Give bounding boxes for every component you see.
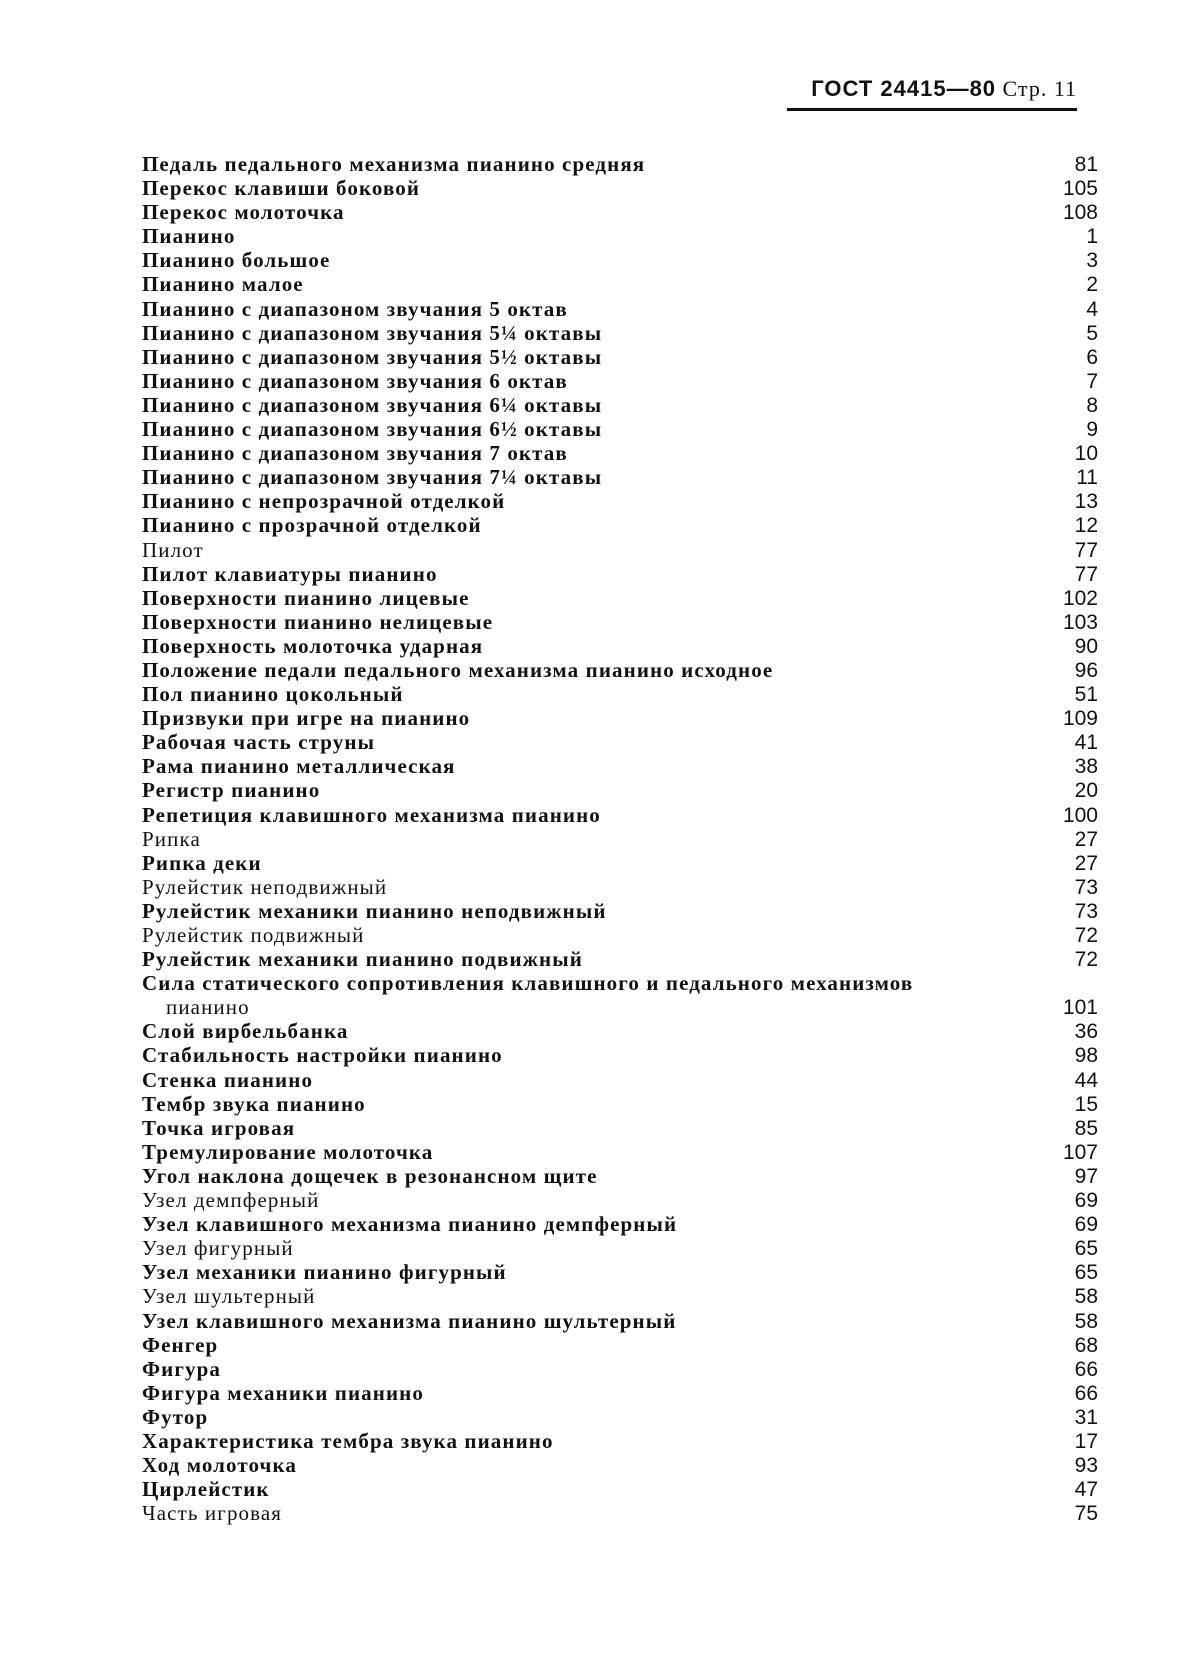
index-entry [142, 1043, 1098, 1067]
entry-number: 51 [1074, 683, 1098, 707]
entry-term: Рулейстик механики пианино неподвижный [142, 898, 607, 923]
entry-term: Тремулирование молоточка [142, 1139, 434, 1164]
entry-number: 13 [1074, 490, 1098, 514]
page-number: Стр. 11 [1002, 76, 1077, 101]
index-entry [142, 1477, 1098, 1501]
entry-term: Фигура механики пианино [142, 1380, 424, 1405]
entry-number: 68 [1074, 1333, 1098, 1357]
entry-term: Узел механики пианино фигурный [142, 1260, 507, 1285]
entry-number: 5 [1086, 321, 1098, 345]
entry-term: Пианино с диапазоном звучания 6¼ октавы [142, 392, 603, 417]
index-entry [142, 1453, 1098, 1477]
entry-number: 75 [1074, 1502, 1098, 1526]
index-entry [142, 224, 1098, 248]
entry-number: 72 [1074, 924, 1098, 947]
index-entry [142, 538, 1098, 562]
entry-number: 8 [1086, 393, 1098, 417]
entry-number: 98 [1074, 1044, 1098, 1068]
entry-number: 90 [1074, 634, 1098, 658]
entry-term: Поверхность молоточка ударная [142, 633, 484, 658]
entry-term: Рулейстик неподвижный [142, 874, 388, 899]
entry-term: Рипка [142, 826, 201, 851]
entry-number: 27 [1074, 851, 1098, 875]
index-entry [142, 200, 1098, 224]
index-entry [142, 489, 1098, 513]
entry-term: Пианино с диапазоном звучания 7 октав [142, 441, 568, 466]
entry-term: Рулейстик механики пианино подвижный [142, 947, 583, 972]
entry-number: 69 [1074, 1213, 1098, 1237]
entry-term: Рабочая часть струны [142, 730, 376, 755]
entry-number: 65 [1074, 1261, 1098, 1285]
entry-term: Педаль педального механизма пианино средняя [142, 152, 646, 176]
entry-number: 36 [1074, 1020, 1098, 1044]
index-entry [142, 1405, 1098, 1429]
entry-term: Пилот клавиатуры пианино [142, 561, 438, 586]
index-entry-continuation [142, 995, 1098, 1019]
index-entry [142, 586, 1098, 610]
index-entry [142, 1333, 1098, 1357]
entry-number: 85 [1074, 1116, 1098, 1140]
entry-term: Футор [142, 1404, 209, 1429]
entry-number: 66 [1074, 1357, 1098, 1381]
entry-term: Поверхности пианино лицевые [142, 585, 470, 610]
entry-term: Рулейстик подвижный [142, 923, 365, 947]
entry-number: 11 [1076, 466, 1098, 490]
entry-number: 27 [1074, 827, 1098, 851]
index-entry [142, 1116, 1098, 1140]
entry-term: Положение педали педального механизма пианино исходное [142, 657, 774, 682]
entry-term: Рама пианино металлическая [142, 754, 456, 779]
entry-term: Узел клавишного механизма пианино демпферный [142, 1212, 678, 1237]
entry-number: 73 [1074, 899, 1098, 923]
entry-number: 73 [1074, 875, 1098, 899]
entry-term: Пианино с непрозрачной отделкой [142, 489, 506, 514]
index-entry [142, 321, 1098, 345]
entry-term: Пианино с диапазоном звучания 6½ октавы [142, 417, 603, 442]
entry-term: Узел шультерный [142, 1284, 316, 1309]
entry-term: Репетиция клавишного механизма пианино [142, 802, 601, 827]
entry-term: Пианино с диапазоном звучания 5 октав [142, 296, 568, 321]
entry-term: Сила статического сопротивления клавишного и педального механизмов [142, 971, 914, 996]
index-entry [142, 1164, 1098, 1188]
index-entry [142, 730, 1098, 754]
entry-number: 3 [1086, 249, 1098, 273]
entry-term: Перекос молоточка [142, 200, 345, 225]
term-index [142, 152, 1098, 1525]
entry-term: Узел клавишного механизма пианино шультерный [142, 1308, 677, 1333]
entry-number: 7 [1086, 369, 1098, 393]
index-entry [142, 465, 1098, 489]
entry-number: 101 [1062, 996, 1098, 1020]
index-entry [142, 778, 1098, 802]
index-entry [142, 706, 1098, 730]
entry-term: Пилот [142, 537, 204, 562]
index-entry [142, 875, 1098, 899]
entry-number: 109 [1062, 707, 1098, 731]
entry-term: Пианино [142, 224, 236, 249]
index-entry [142, 369, 1098, 393]
index-entry [142, 971, 1098, 995]
index-entry [142, 1284, 1098, 1308]
entry-term: Пианино с диапазоном звучания 5½ октавы [142, 344, 603, 369]
index-entry [142, 248, 1098, 272]
index-entry [142, 441, 1098, 465]
index-entry [142, 899, 1098, 923]
entry-term: Фигура [142, 1356, 221, 1381]
entry-number: 6 [1086, 345, 1098, 369]
index-entry [142, 1501, 1098, 1525]
index-entry [142, 513, 1098, 537]
entry-number: 58 [1074, 1309, 1098, 1333]
entry-term: Стабильность настройки пианино [142, 1043, 503, 1068]
index-entry [142, 682, 1098, 706]
entry-number: 72 [1074, 948, 1098, 972]
entry-number: 105 [1062, 177, 1098, 201]
entry-number: 1 [1086, 225, 1098, 249]
entry-number: 9 [1086, 418, 1098, 442]
entry-number: 38 [1074, 755, 1098, 779]
entry-term: Фенгер [142, 1332, 219, 1357]
entry-number: 47 [1074, 1478, 1098, 1502]
entry-number: 108 [1062, 201, 1098, 225]
index-entry [142, 1260, 1098, 1284]
entry-number: 15 [1074, 1092, 1098, 1116]
index-entry [142, 1140, 1098, 1164]
entry-term: Пианино с диапазоном звучания 7¼ октавы [142, 465, 603, 490]
entry-term: Пианино малое [142, 272, 304, 297]
entry-number: 41 [1074, 731, 1098, 755]
entry-number: 96 [1074, 658, 1098, 682]
index-entry [142, 345, 1098, 369]
entry-number: 66 [1074, 1381, 1098, 1405]
entry-number: 97 [1074, 1164, 1098, 1188]
entry-term: Точка игровая [142, 1115, 296, 1140]
entry-term: Пианино с диапазоном звучания 5¼ октавы [142, 320, 603, 345]
index-entry [142, 1236, 1098, 1260]
entry-number: 81 [1074, 153, 1098, 176]
page-header [787, 76, 1077, 111]
standard-number: ГОСТ 24415—80 [811, 76, 997, 101]
index-entry [142, 417, 1098, 441]
entry-term: Тембр звука пианино [142, 1091, 366, 1116]
entry-term: Часть игровая [142, 1501, 283, 1526]
index-entry [142, 1381, 1098, 1405]
entry-number: 107 [1062, 1140, 1098, 1164]
entry-number: 12 [1074, 514, 1098, 538]
entry-number: 65 [1074, 1237, 1098, 1261]
entry-term: Пол пианино цокольный [142, 682, 404, 707]
index-entry [142, 803, 1098, 827]
index-entry [142, 1309, 1098, 1333]
entry-term: Узел демпферный [142, 1188, 320, 1213]
index-entry [142, 1068, 1098, 1092]
entry-term: Пианино большое [142, 248, 331, 273]
index-entry [142, 1429, 1098, 1453]
entry-term: пианино [166, 995, 250, 1020]
entry-number: 58 [1074, 1285, 1098, 1309]
entry-number: 77 [1074, 562, 1098, 586]
entry-number: 31 [1074, 1405, 1098, 1429]
entry-number: 10 [1074, 442, 1098, 466]
entry-term: Ход молоточка [142, 1453, 297, 1478]
index-entry [142, 1188, 1098, 1212]
index-entry [142, 851, 1098, 875]
index-entry [142, 562, 1098, 586]
entry-term: Регистр пианино [142, 778, 321, 803]
entry-term: Цирлейстик [142, 1477, 270, 1502]
entry-term: Угол наклона дощечек в резонансном щите [142, 1163, 598, 1188]
entry-number: 17 [1074, 1429, 1098, 1453]
index-entry [142, 610, 1098, 634]
entry-term: Слой вирбельбанка [142, 1019, 349, 1044]
index-entry [142, 1019, 1098, 1043]
index-entry [142, 393, 1098, 417]
index-entry [142, 272, 1098, 296]
entry-number: 44 [1074, 1068, 1098, 1092]
index-entry [142, 947, 1098, 971]
index-entry [142, 658, 1098, 682]
index-entry [142, 1212, 1098, 1236]
index-entry [142, 1357, 1098, 1381]
entry-term: Пианино с диапазоном звучания 6 октав [142, 368, 568, 393]
entry-term: Узел фигурный [142, 1236, 294, 1261]
entry-term: Призвуки при игре на пианино [142, 706, 471, 731]
index-entry [142, 1092, 1098, 1116]
entry-term: Поверхности пианино нелицевые [142, 609, 494, 634]
entry-number: 93 [1074, 1454, 1098, 1478]
entry-number: 102 [1062, 586, 1098, 610]
entry-number: 77 [1074, 538, 1098, 562]
entry-number: 100 [1062, 803, 1098, 827]
entry-term: Пианино с прозрачной отделкой [142, 513, 482, 538]
index-entry [142, 297, 1098, 321]
index-entry [142, 634, 1098, 658]
index-entry [142, 152, 1098, 176]
entry-number: 20 [1074, 779, 1098, 803]
index-entry [142, 827, 1098, 851]
entry-number: 4 [1086, 297, 1098, 321]
index-entry [142, 176, 1098, 200]
entry-term: Стенка пианино [142, 1067, 314, 1092]
entry-term: Перекос клавиши боковой [142, 176, 421, 201]
entry-number: 69 [1074, 1189, 1098, 1213]
index-entry [142, 923, 1098, 947]
entry-term: Рипка деки [142, 850, 262, 875]
index-entry [142, 754, 1098, 778]
entry-number: 103 [1062, 610, 1098, 634]
entry-term: Характеристика тембра звука пианино [142, 1428, 554, 1453]
entry-number: 2 [1086, 273, 1098, 297]
